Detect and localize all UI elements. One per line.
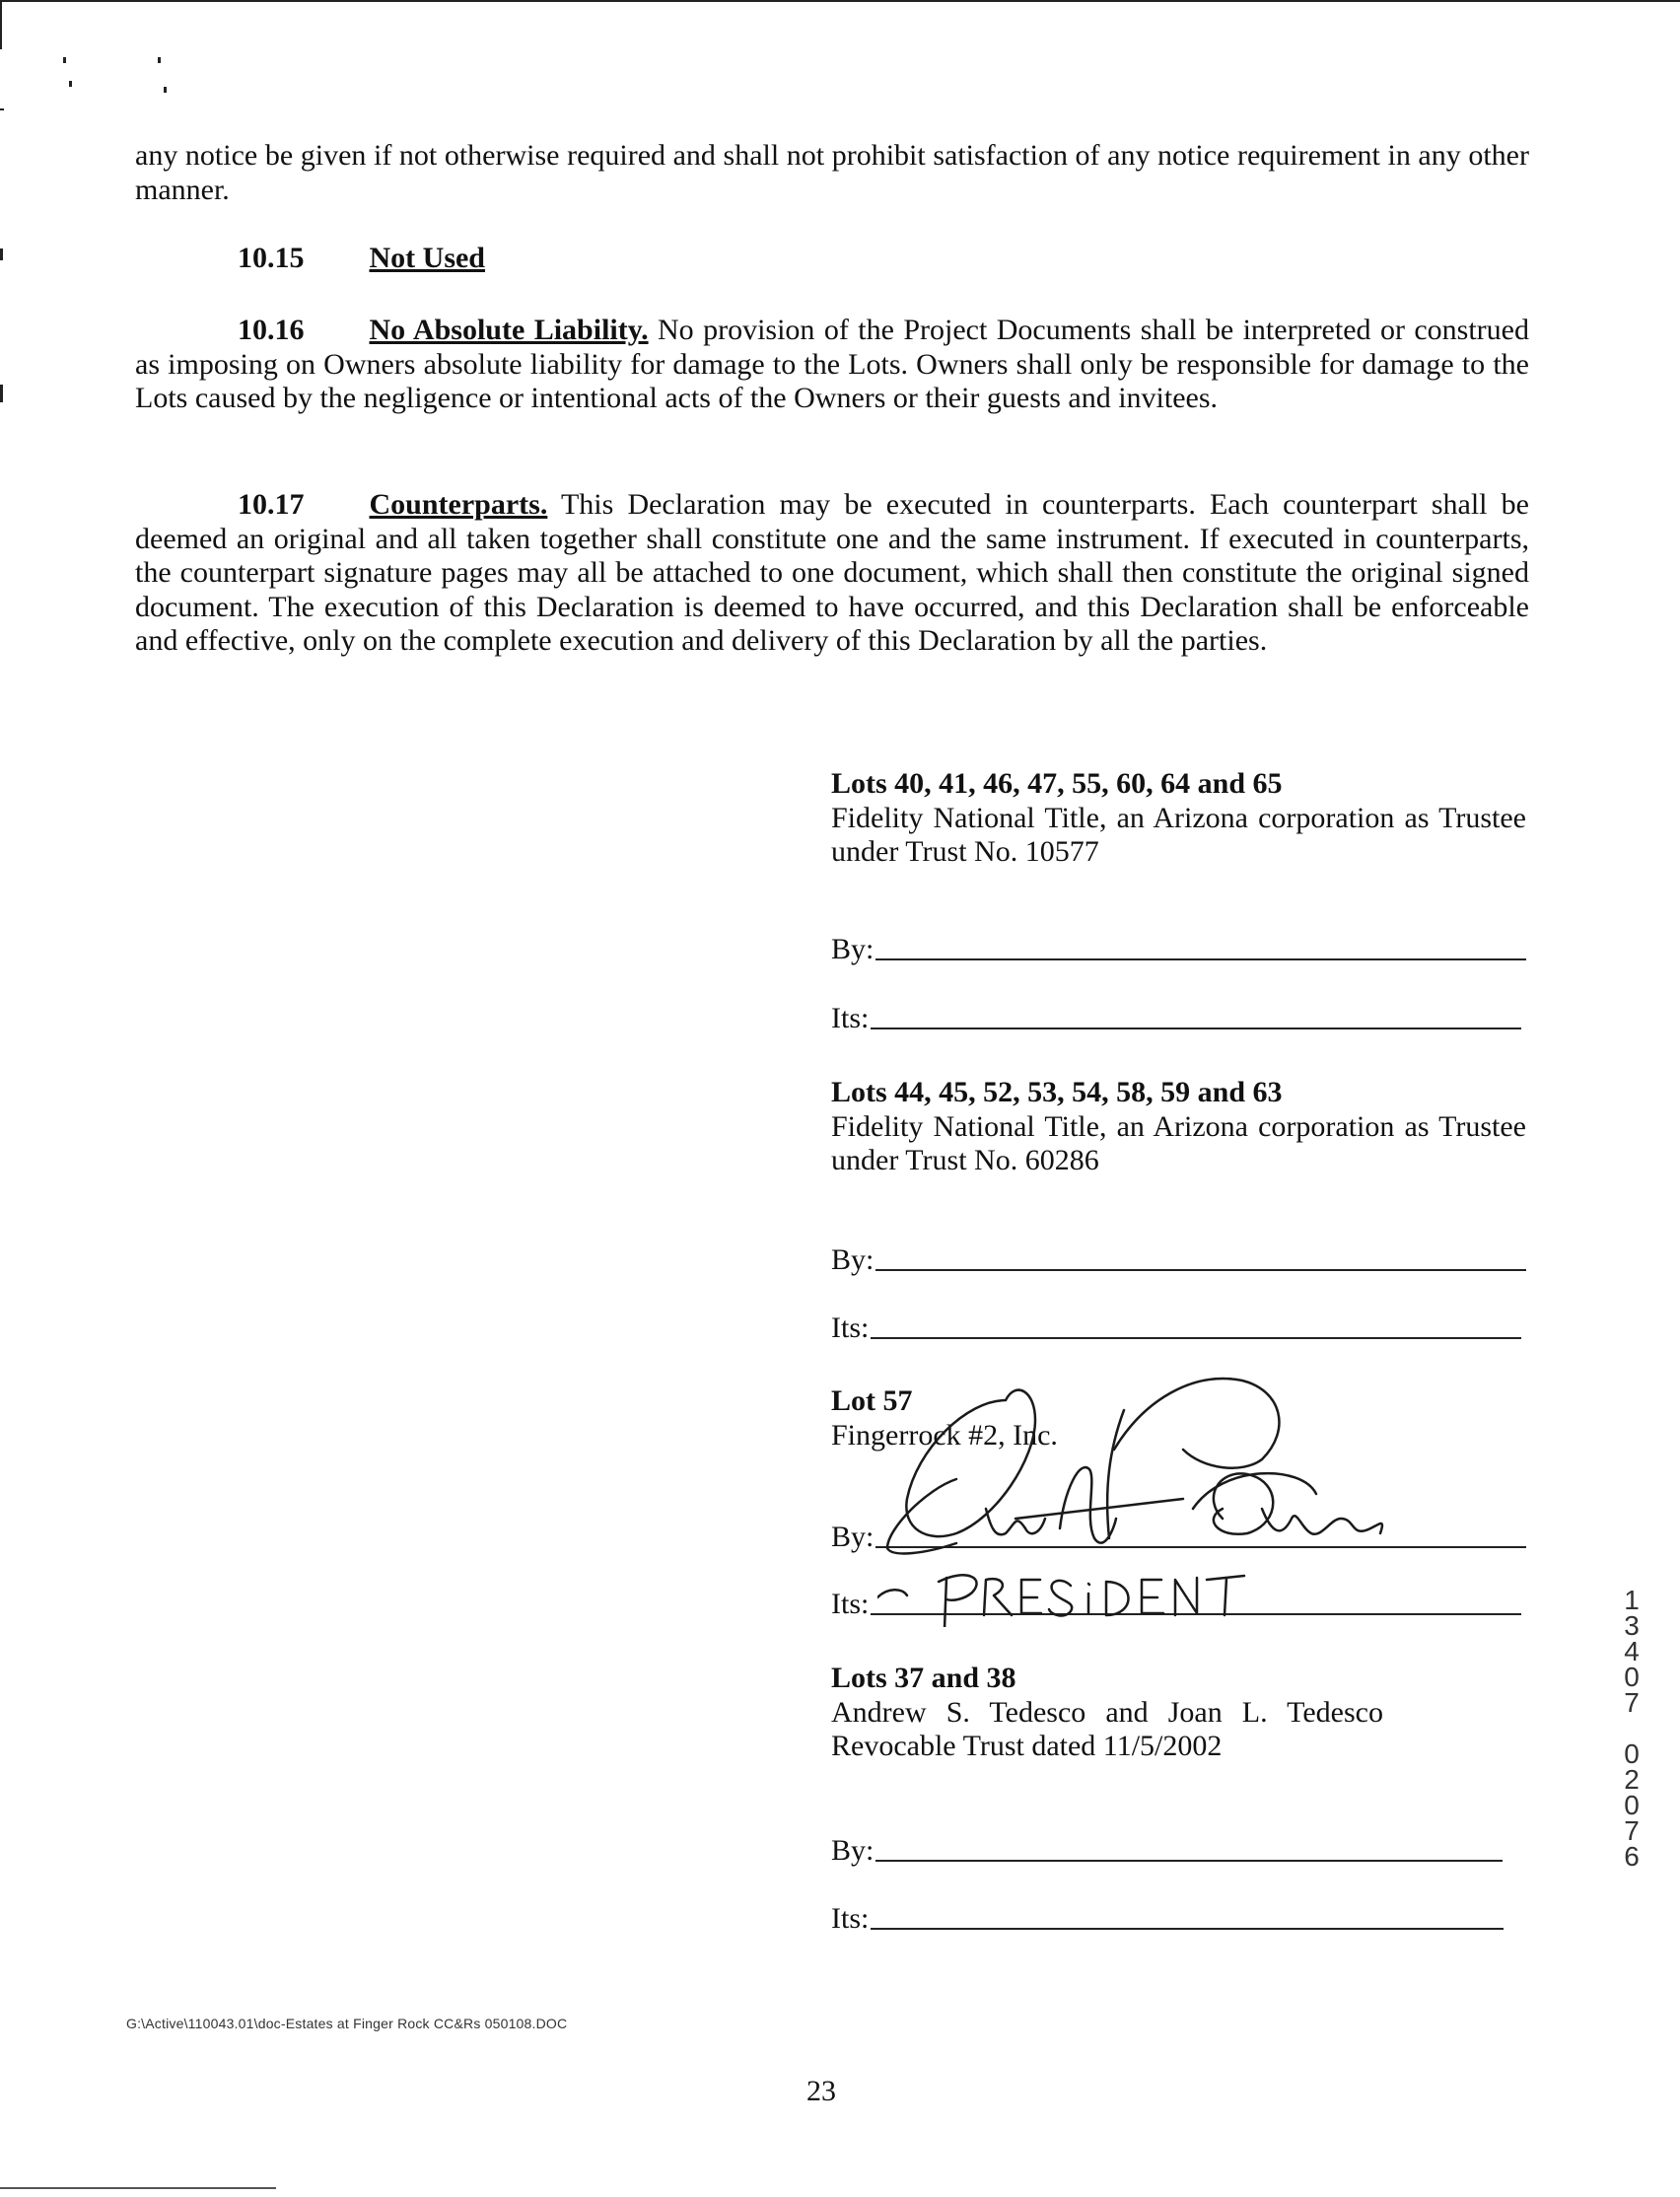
footer-file-path: G:\Active\110043.01\doc-Estates at Finger Rock CC&Rs 050108.DOC — [126, 2016, 568, 2031]
section-title: No Absolute Liability. — [369, 314, 649, 346]
signature-rule — [875, 1269, 1526, 1271]
by-line-4 — [831, 1834, 1503, 1868]
section-text: This Declaration may be executed in counterparts. Each counterpart shall be deemed an original and all taken together shall constitute one and the same instrument. If executed in counterparts, the counterpart signature pages may all be attached to one document, which shall then constitute the original signed document. The execution of this Declaration is deemed to have occurred, and this Declaration shall be enforceable and effective, only on the complete execution and delivery of this Declaration by all the parties. — [135, 488, 1529, 657]
signature-rule — [871, 1028, 1521, 1029]
its-label: Its: — [831, 1002, 870, 1034]
its-line-1 — [831, 1002, 1521, 1035]
its-line-4 — [831, 1902, 1504, 1936]
by-line-2 — [831, 1243, 1526, 1277]
scan-edge-top — [0, 0, 1680, 2]
signature-rule — [871, 1928, 1504, 1930]
section-title: Not Used — [369, 242, 485, 274]
scan-edge-bottom — [0, 2187, 276, 2189]
stamp-digit: 0 — [1624, 1662, 1640, 1692]
signature-block-4 — [831, 1662, 1526, 1764]
scan-edge-left — [0, 0, 2, 49]
section-10-16 — [135, 314, 1529, 416]
signature-block-1 — [831, 767, 1526, 870]
block-body: Andrew S. Tedesco and Joan L. Tedesco Revocable Trust dated 11/5/2002 — [831, 1695, 1383, 1762]
block-body: Fingerrock #2, Inc. — [831, 1418, 1058, 1452]
its-label: Its: — [831, 1588, 870, 1620]
by-line-1 — [831, 933, 1526, 966]
section-10-17 — [135, 488, 1529, 659]
scan-speck — [0, 248, 3, 260]
section-text: No provision of the Project Documents shall be interpreted or construed as imposing on Owners absolute liability for damage to the Lots. Owners shall only be responsible for damage to the Lots caused by the negligence or intentional acts of the Owners or their guests and invitees. — [135, 314, 1529, 414]
scan-speck — [69, 81, 72, 87]
stamp-digit: 0 — [1624, 1790, 1640, 1820]
by-label: By: — [831, 933, 875, 965]
section-number: 10.17 — [238, 488, 305, 521]
block-title: Lots 44, 45, 52, 53, 54, 58, 59 and 63 — [831, 1076, 1283, 1108]
scan-speck — [0, 108, 4, 110]
continuation-paragraph: any notice be given if not otherwise required and shall not prohibit satisfaction of any notice requirement in any other manner. — [135, 139, 1529, 206]
handwritten-title-president — [877, 1558, 1252, 1627]
stamp-digit: 1 — [1624, 1585, 1640, 1615]
signature-rule — [875, 1860, 1503, 1862]
by-label: By: — [831, 1243, 875, 1276]
stamp-digit: 6 — [1624, 1841, 1640, 1872]
section-title: Counterparts. — [369, 488, 548, 521]
stamp-digit: 7 — [1624, 1687, 1640, 1718]
stamp-digit: 0 — [1624, 1738, 1640, 1769]
by-label: By: — [831, 1834, 875, 1867]
block-title: Lot 57 — [831, 1384, 913, 1417]
recording-stamp — [1617, 1585, 1646, 1872]
handwritten-signature — [868, 1371, 1420, 1568]
scan-speck — [63, 57, 66, 63]
section-number: 10.15 — [238, 242, 305, 274]
by-label: By: — [831, 1521, 875, 1553]
section-number: 10.16 — [238, 314, 305, 346]
block-body: Fidelity National Title, an Arizona corporation as Trustee under Trust No. 10577 — [831, 801, 1526, 868]
stamp-digit: 7 — [1624, 1815, 1640, 1846]
page-number: 23 — [806, 2075, 836, 2107]
section-10-15 — [238, 242, 485, 275]
block-title: Lots 37 and 38 — [831, 1662, 1016, 1694]
stamp-digit: 3 — [1624, 1610, 1640, 1641]
its-label: Its: — [831, 1902, 870, 1935]
signature-rule — [871, 1337, 1521, 1339]
signature-block-2 — [831, 1076, 1526, 1178]
signature-rule — [875, 958, 1526, 960]
scan-speck — [158, 57, 161, 63]
block-title: Lots 40, 41, 46, 47, 55, 60, 64 and 65 — [831, 767, 1283, 800]
stamp-digit: 2 — [1624, 1764, 1640, 1795]
scan-speck — [164, 87, 167, 93]
its-label: Its: — [831, 1311, 870, 1344]
stamp-digit: 4 — [1624, 1636, 1640, 1666]
scan-speck — [0, 385, 3, 402]
its-line-2 — [831, 1311, 1521, 1345]
block-body: Fidelity National Title, an Arizona corporation as Trustee under Trust No. 60286 — [831, 1109, 1526, 1176]
